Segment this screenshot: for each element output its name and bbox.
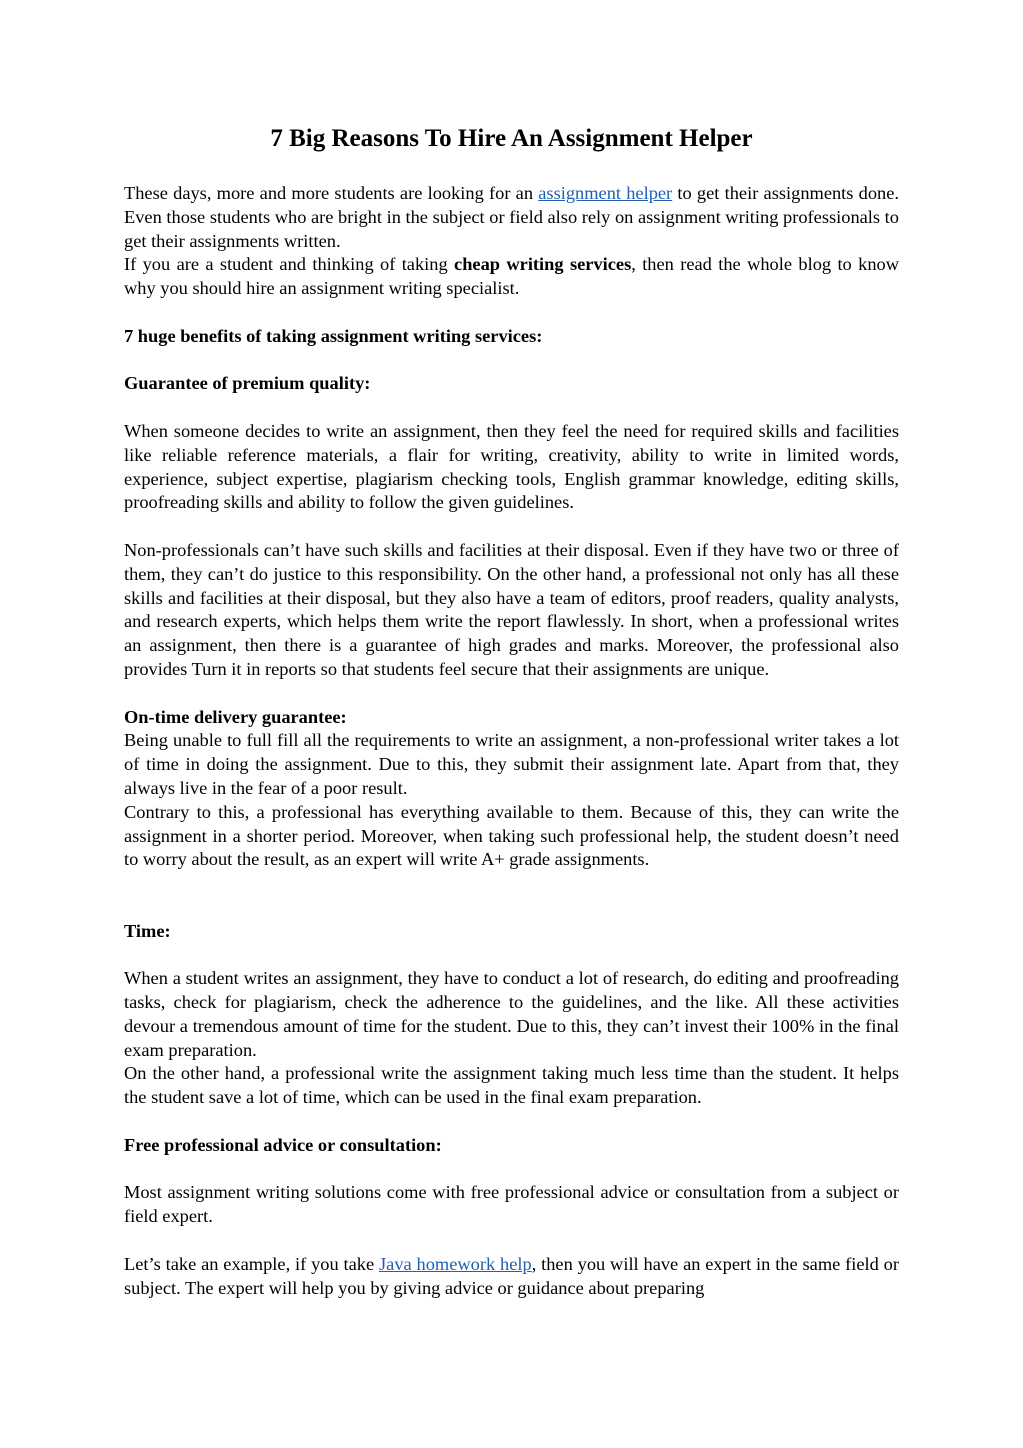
- intro-2-bold-text: cheap writing services: [454, 254, 632, 275]
- intro-text-end: to get their assignments done. Even those students who are bright in the subject or field also rely on assignment writing professionals to get their assignments written.: [124, 183, 900, 251]
- java-homework-help-link[interactable]: Java homework help: [379, 1253, 532, 1274]
- intro-2-text-end: , then read the whole blog to know why you should hire an assignment writing specialist.: [124, 254, 899, 299]
- time-paragraph-2: On the other hand, a professional write the assignment taking much less time than the student. It helps the student save a lot of time, which can be used in the final exam preparation.: [124, 1063, 899, 1108]
- intro-text-start: These days, more and more students are looking for an: [124, 183, 539, 203]
- delivery-paragraph-2: Contrary to this, a professional has everything available to them. Because of this, they can write the assignment in a shorter period. Moreover, when taking such professional help, the student doesn’t need to worry about the result, as an expert will write A+ grade assignments.: [124, 801, 899, 870]
- quality-paragraph-2: Non-professionals can’t have such skills and facilities at their disposal. Even if they have two or three of them, they can’t do justice to this responsibility. On the other hand, a professional not only has all these skills and facilities at their disposal, but they also have a team of editors, proof readers, quality analysts, and research experts, which helps them write the report flawlessly. In short, when a professional writes an assignment, then there is a guarantee of high grades and marks. Moreover, the professional also provides Turn it in reports so that students feel secure that their assignments are unique.: [124, 539, 899, 679]
- document-page: [124, 122, 899, 1300]
- time-paragraph-1: When a student writes an assignment, they have to conduct a lot of research, do editing and proofreading tasks, check for plagiarism, check the adherence to the guidelines, and the like. All these activities devour a tremendous amount of time for the student. Due to this, they can’t invest their 100% in the final exam preparation.: [124, 968, 899, 1060]
- intro-2-text-start: If you are a student and thinking of taking: [124, 254, 455, 275]
- quality-paragraph-1: When someone decides to write an assignment, then they feel the need for required skills and facilities like reliable reference materials, a flair for writing, creativity, ability to write in limited words, experience, subject expertise, plagiarism checking tools, English grammar knowledge, editing skills, proofreading skills and ability to follow the given guidelines.: [124, 420, 899, 513]
- time-heading: Time:: [124, 920, 171, 941]
- advice-paragraph-1: Most assignment writing solutions come with free professional advice or consultation from a subject or field expert.: [124, 1182, 899, 1227]
- delivery-paragraph-1: Being unable to full fill all the requirements to write an assignment, a non-professional writer takes a lot of time in doing the assignment. Due to this, they submit their assignment late. Apart from that, they always live in the fear of a poor result.: [124, 730, 899, 798]
- advice-paragraph-2: [124, 1253, 899, 1301]
- advice-text-end: , then you will have an expert in the same field or subject. The expert will help you by giving advice or guidance about preparing: [124, 1253, 899, 1298]
- intro-paragraph-1: [124, 182, 899, 253]
- delivery-heading: On-time delivery guarantee:: [124, 706, 347, 727]
- advice-heading: Free professional advice or consultation:: [124, 1134, 442, 1155]
- intro-paragraph-2: [124, 253, 899, 301]
- benefits-heading: 7 huge benefits of taking assignment writing services:: [124, 325, 543, 346]
- quality-heading: Guarantee of premium quality:: [124, 373, 371, 394]
- advice-text-start: Let’s take an example, if you take: [124, 1253, 379, 1274]
- assignment-helper-link[interactable]: assignment helper: [538, 183, 673, 203]
- page-title: 7 Big Reasons To Hire An Assignment Helper: [270, 125, 753, 152]
